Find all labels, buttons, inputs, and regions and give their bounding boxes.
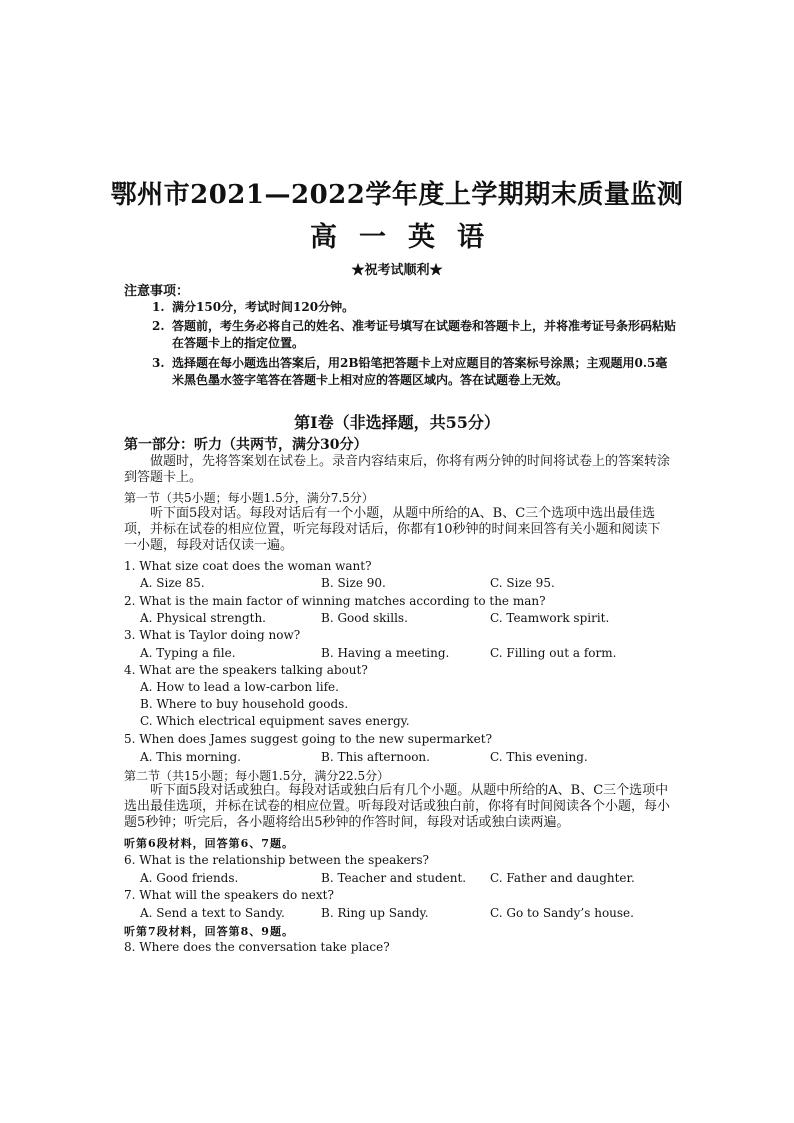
option-a: A. How to lead a low-carbon life.: [140, 680, 339, 694]
note-text: 满分150分，考试时间120分钟。: [172, 300, 355, 314]
part-intro: 做题时，先将答案划在试卷上。录音内容结束后，你将有两分钟的时间将试卷上的答案转涂到答题卡上。: [124, 454, 671, 485]
question-stem: 3. What is Taylor doing now?: [124, 628, 301, 642]
option-b: B. Having a meeting.: [321, 646, 450, 660]
option-c: C. This evening.: [490, 750, 588, 764]
option-a: A. This morning.: [140, 750, 241, 764]
option-b: B. Good skills.: [321, 611, 408, 625]
option-b: B. Teacher and student.: [321, 871, 467, 885]
question-stem: 5. When does James suggest going to the new supermarket?: [124, 732, 493, 746]
note-number: 2.: [152, 319, 165, 333]
option-a: A. Size 85.: [140, 576, 205, 590]
question-stem: 8. Where does the conversation take place?: [124, 940, 390, 954]
option-c: C. Filling out a form.: [490, 646, 617, 660]
exam-subject: 高一英语: [310, 222, 506, 253]
volume-heading: 第Ⅰ卷（非选择题，共55分）: [294, 413, 500, 432]
option-c: C. Teamwork spirit.: [490, 611, 610, 625]
section-heading: 第二节（共15小题；每小题1.5分，满分22.5分）: [124, 769, 390, 783]
question-stem: 7. What will the speakers do next?: [124, 888, 334, 902]
note-text: 答题前，考生务必将自己的姓名、准考证号填写在试题卷和答题卡上，并将准考证号条形码粘贴在答题卡上的指定位置。: [172, 319, 677, 350]
part-heading: 第一部分：听力（共两节，满分30分）: [124, 437, 368, 453]
option-b: B. Size 90.: [321, 576, 386, 590]
section-heading: 第一节（共5小题；每小题1.5分，满分7.5分）: [124, 491, 374, 505]
notes-heading: 注意事项：: [124, 284, 190, 299]
question-stem: 6. What is the relationship between the speakers?: [124, 853, 429, 867]
question-stem: 4. What are the speakers talking about?: [124, 663, 368, 677]
option-c: C. Father and daughter.: [490, 871, 635, 885]
option-a: A. Physical strength.: [140, 611, 266, 625]
option-a: A. Good friends.: [140, 871, 239, 885]
note-number: 1.: [152, 300, 165, 314]
section-intro: 听下面5段对话。每段对话后有一个小题，从题中所给的A、B、C三个选项中选出最佳选项，并标在试卷的相应位置，听完每段对话后，你都有10秒钟的时间来回答有关小题和阅读下一小题，每段对话仅读一遍。: [124, 506, 661, 553]
option-b: B. This afternoon.: [321, 750, 430, 764]
option-c: C. Which electrical equipment saves energy.: [140, 714, 410, 728]
section-intro: 听下面5段对话或独白。每段对话或独白后有几个小题。从题中所给的A、B、C三个选项中选出最佳选项，并标在试卷的相应位置。听每段对话或独白前，你将有时间阅读各个小题，每小题5秒钟；听完后，各小题将给出5秒钟的作答时间，每段对话或独白读两遍。: [124, 783, 671, 830]
option-b: B. Where to buy household goods.: [140, 697, 349, 711]
note-item: [152, 299, 676, 316]
option-a: A. Typing a file.: [140, 646, 236, 660]
note-item: [152, 318, 676, 352]
question-stem: 1. What size coat does the woman want?: [124, 559, 372, 573]
note-number: 3.: [152, 356, 165, 370]
option-b: B. Ring up Sandy.: [321, 906, 429, 920]
listening-cue: 听第6段材料，回答第6、7题。: [124, 837, 294, 850]
option-c: C. Size 95.: [490, 576, 555, 590]
note-item: [152, 355, 676, 389]
exam-title: 鄂州市2021—2022学年度上学期期末质量监测: [110, 180, 684, 210]
note-text: 选择题在每小题选出答案后，用2B铅笔把答题卡上对应题目的答案标号涂黑；主观题用0.5毫米黑色墨水签字笔答在答题卡上相对应的答题区域内。答在试题卷上无效。: [172, 356, 668, 387]
listening-cue: 听第7段材料，回答第8、9题。: [124, 925, 294, 938]
option-c: C. Go to Sandy’s house.: [490, 906, 634, 920]
question-stem: 2. What is the main factor of winning matches according to the man?: [124, 594, 546, 608]
option-a: A. Send a text to Sandy.: [140, 906, 285, 920]
good-luck-line: ★祝考试顺利★: [351, 263, 443, 278]
